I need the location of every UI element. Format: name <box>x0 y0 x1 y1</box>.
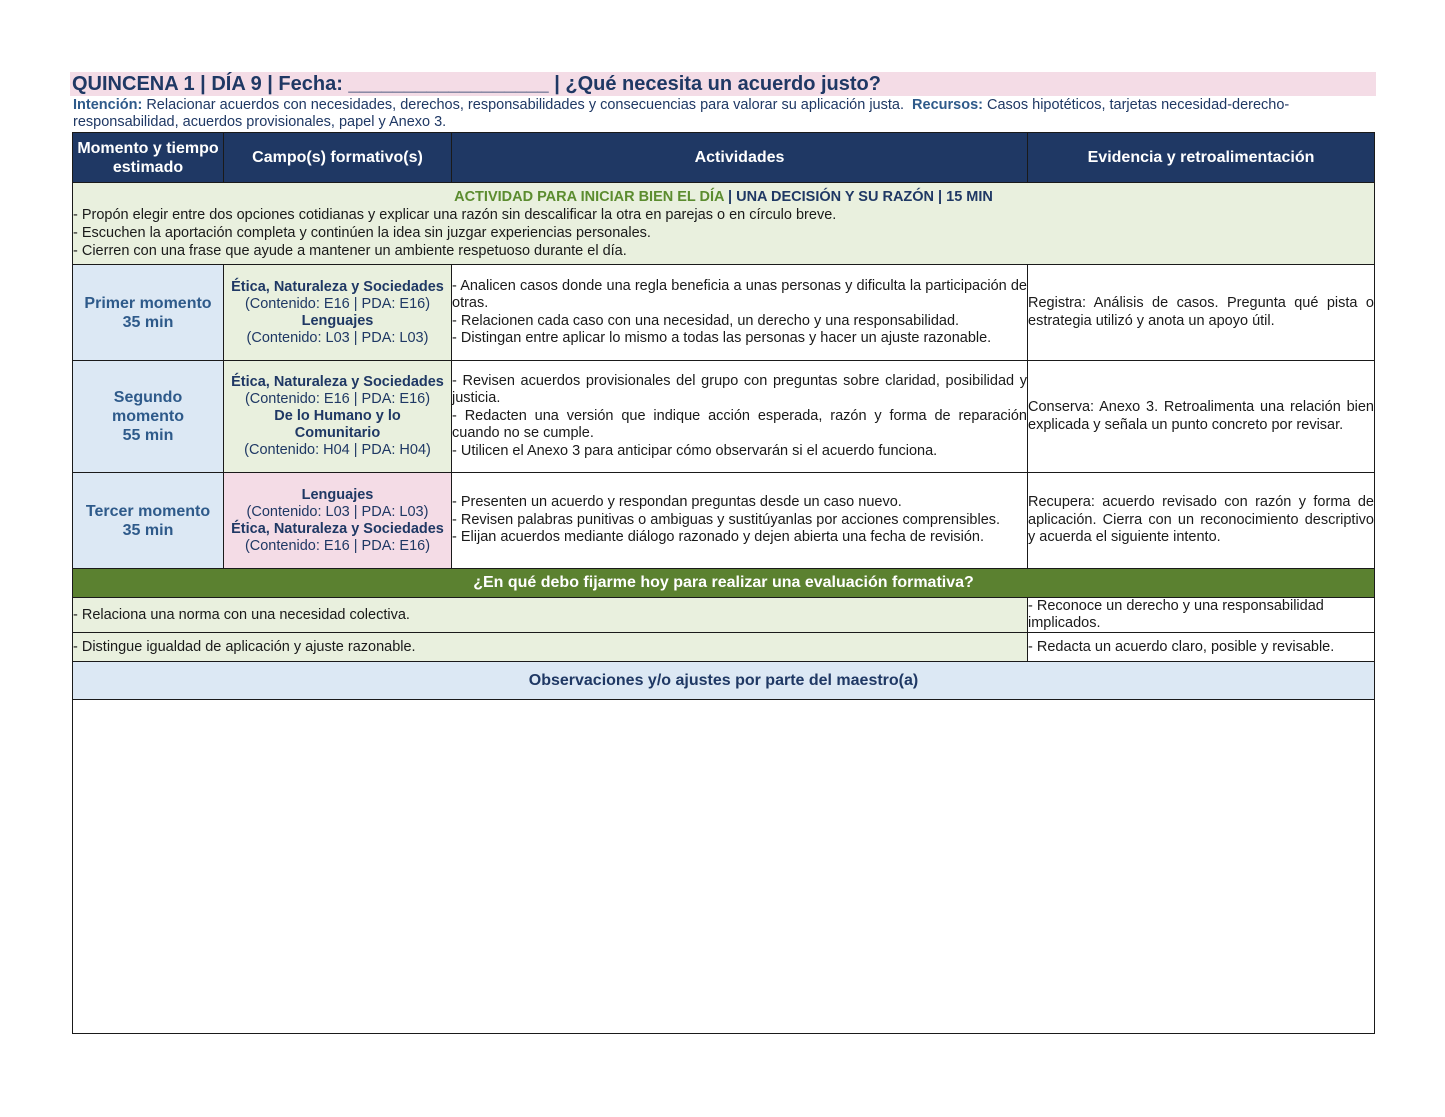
activity-line: - Utilicen el Anexo 3 para anticipar cómo observarán si el acuerdo funciona. <box>452 442 938 459</box>
activity-line: - Elijan acuerdos mediante diálogo razonado y dejen abierta una fecha de revisión. <box>452 529 985 546</box>
evaluation-item-text: - Distingue igualdad de aplicación y ajuste razonable. <box>73 638 416 655</box>
observations-area[interactable] <box>73 700 1375 1034</box>
activity-line: - Analicen casos donde una regla beneficia a unas personas y dificulta la participación de otras. <box>452 277 1027 311</box>
evaluation-item-text: - Relaciona una norma con una necesidad colectiva. <box>73 606 410 623</box>
moment-row-2 <box>73 361 1375 473</box>
field-content: (Contenido: E16 | PDA: E16) <box>244 537 431 554</box>
activity-line: - Presenten un acuerdo y respondan preguntas desde un caso nuevo. <box>452 494 902 511</box>
activities-cell <box>452 265 1028 361</box>
evaluation-row-2 <box>73 633 1375 662</box>
field-name: Ética, Naturaleza y Sociedades <box>231 520 444 537</box>
moment-time: 35 min <box>122 521 174 539</box>
evaluation-item <box>1028 598 1375 633</box>
observations-header-row <box>73 662 1375 700</box>
fields-cell <box>224 473 452 569</box>
moment-cell <box>73 473 224 569</box>
start-activity-title-rest: | UNA DECISIÓN Y SU RAZÓN | 15 MIN <box>723 188 993 205</box>
resources-label: Recursos: <box>912 97 983 113</box>
col-header-fields: Campo(s) formativo(s) <box>224 133 452 183</box>
observations-title: Observaciones y/o ajustes por parte del maestro(a) <box>73 662 1375 700</box>
moment-row-3 <box>73 473 1375 569</box>
intention-line <box>70 96 1376 130</box>
evaluation-title: ¿En qué debo fijarme hoy para realizar una evaluación formativa? <box>73 569 1375 598</box>
field-content: (Contenido: H04 | PDA: H04) <box>244 442 431 458</box>
field-content: (Contenido: E16 | PDA: E16) <box>244 391 431 407</box>
col-header-moment: Momento y tiempo estimado <box>73 133 224 183</box>
moment-time: 55 min <box>122 427 174 444</box>
table-header-row <box>73 133 1375 183</box>
evaluation-item <box>73 598 1028 633</box>
moment-cell <box>73 265 224 361</box>
evidence-cell: Conserva: Anexo 3. Retroalimenta una relación bien explicada y señala un punto concreto por revisar. <box>1028 361 1375 473</box>
page-title: QUINCENA 1 | DÍA 9 | Fecha: __________________ | ¿Qué necesita un acuerdo justo? <box>70 72 1376 96</box>
evidence-cell: Registra: Análisis de casos. Pregunta qué pista o estrategia utilizó y anota un apoyo útil. <box>1028 265 1375 361</box>
field-content: (Contenido: L03 | PDA: L03) <box>246 329 429 346</box>
evaluation-item <box>1028 633 1375 662</box>
evaluation-item <box>73 633 1028 662</box>
field-name: Ética, Naturaleza y Sociedades <box>231 278 444 295</box>
field-content: (Contenido: E16 | PDA: E16) <box>244 295 431 312</box>
activity-line: - Revisen palabras punitivas o ambiguas y sustitúyanlas por acciones comprensibles. <box>452 511 1001 528</box>
moment-name: Segundo momento <box>112 389 184 425</box>
moment-row-1 <box>73 265 1375 361</box>
evaluation-header-row <box>73 569 1375 598</box>
field-content: (Contenido: L03 | PDA: L03) <box>246 503 429 520</box>
start-activity-cell <box>73 183 1375 265</box>
start-activity-line: - Propón elegir entre dos opciones cotidianas y explicar una razón sin descalificar la otra en parejas o en círculo breve. <box>73 206 837 223</box>
field-name: Lenguajes <box>301 486 374 503</box>
moment-name: Tercer momento <box>85 502 211 520</box>
observations-body-row <box>73 700 1375 1034</box>
activity-line: - Redacten una versión que indique acción esperada, razón y forma de reparación cuando no se cumple. <box>452 407 1027 442</box>
activity-line: - Relacionen cada caso con una necesidad, un derecho y una responsabilidad. <box>452 312 960 329</box>
col-header-activities: Actividades <box>452 133 1028 183</box>
start-activity-title-green: ACTIVIDAD PARA INICIAR BIEN EL DÍA <box>454 188 724 205</box>
intention-text: Relacionar acuerdos con necesidades, derechos, responsabilidades y consecuencias para valorar su aplicación justa. <box>146 97 904 113</box>
resources-text: Casos hipotéticos, tarjetas necesidad-derecho-responsabilidad, acuerdos provisionales, papel y Anexo 3. <box>73 97 1290 130</box>
lesson-plan-page <box>70 72 1376 689</box>
activities-cell <box>452 361 1028 473</box>
start-activity-line: - Cierren con una frase que ayude a mantener un ambiente respetuoso durante el día. <box>73 242 627 259</box>
intention-label: Intención: <box>73 97 143 113</box>
evaluation-item-text: - Redacta un acuerdo claro, posible y revisable. <box>1028 638 1335 655</box>
field-name: Lenguajes <box>301 312 374 329</box>
col-header-evidence: Evidencia y retroalimentación <box>1028 133 1375 183</box>
fields-cell <box>224 361 452 473</box>
evaluation-row-1 <box>73 598 1375 633</box>
evidence-cell: Recupera: acuerdo revisado con razón y forma de aplicación. Cierra con un reconocimiento descriptivo y acuerda el siguiente intento. <box>1028 473 1375 569</box>
evaluation-item-text: - Reconoce un derecho y una responsabilidad implicados. <box>1028 598 1324 631</box>
field-name: Ética, Naturaleza y Sociedades <box>231 374 444 390</box>
lesson-table <box>72 132 1375 1034</box>
fields-cell <box>224 265 452 361</box>
start-activity-row <box>73 183 1375 265</box>
start-activity-title <box>73 188 1374 206</box>
moment-cell <box>73 361 224 473</box>
moment-time: 35 min <box>122 313 174 331</box>
field-name: De lo Humano y lo Comunitario <box>274 408 401 441</box>
moment-name: Primer momento <box>84 294 212 312</box>
activities-cell <box>452 473 1028 569</box>
activity-line: - Revisen acuerdos provisionales del grupo con preguntas sobre claridad, posibilidad y justicia. <box>452 372 1027 407</box>
activity-line: - Distingan entre aplicar lo mismo a todas las personas y hacer un ajuste razonable. <box>452 330 992 346</box>
start-activity-line: - Escuchen la aportación completa y continúen la idea sin juzgar experiencias personales. <box>73 224 651 241</box>
